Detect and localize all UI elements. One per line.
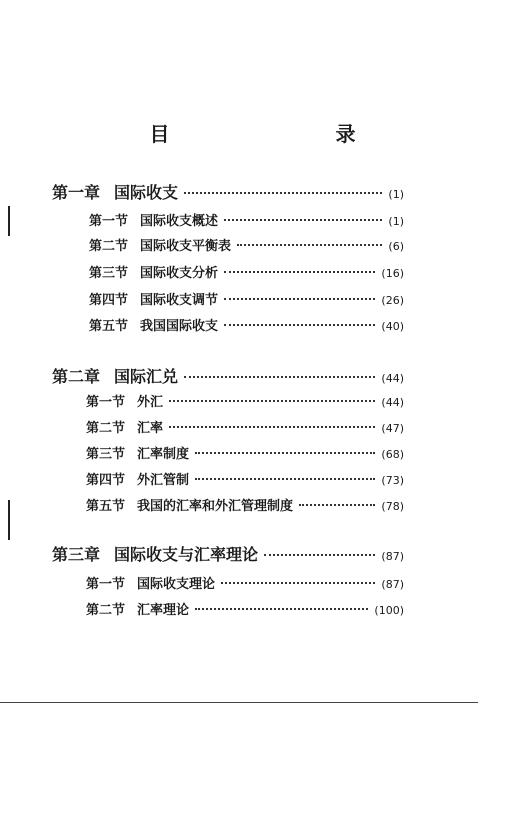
section-number: 第一节 (89, 214, 129, 229)
toc-section-1-2 (89, 235, 404, 254)
page-title: 目 录 (149, 122, 398, 146)
section-number: 第二节 (89, 239, 129, 254)
page-number: (1) (388, 188, 404, 201)
section-number: 第一节 (86, 577, 126, 592)
page-number: (73) (381, 474, 404, 487)
toc-section-1-1 (89, 210, 404, 229)
section-title: 外汇 (137, 395, 164, 410)
dot-leader (169, 426, 375, 428)
section-title: 国际收支平衡表 (140, 239, 232, 254)
section-title: 国际收支分析 (140, 266, 219, 281)
section-number: 第四节 (89, 293, 129, 308)
dot-leader (299, 504, 375, 506)
chapter-number: 第二章 (52, 367, 101, 386)
dot-leader (224, 324, 375, 326)
section-number: 第五节 (86, 499, 126, 514)
dot-leader (224, 271, 375, 273)
toc-section-3-2 (86, 599, 404, 618)
section-number: 第一节 (86, 395, 126, 410)
page-number: (44) (381, 396, 404, 409)
toc-section-2-3 (86, 443, 404, 462)
toc-chapter-1 (52, 180, 404, 203)
dot-leader (264, 554, 375, 556)
toc-section-1-4 (89, 289, 404, 308)
dot-leader (169, 400, 375, 402)
section-title: 我国国际收支 (140, 319, 219, 334)
dot-leader (237, 244, 382, 246)
dot-leader (195, 452, 375, 454)
page-number: (6) (388, 240, 404, 253)
binding-mark (8, 500, 10, 540)
page-number: (16) (381, 267, 404, 280)
page-number: (26) (381, 294, 404, 307)
page-number: (1) (388, 215, 404, 228)
section-title: 外汇管制 (137, 473, 190, 488)
dot-leader (224, 298, 375, 300)
section-number: 第三节 (89, 266, 129, 281)
dot-leader (184, 376, 375, 378)
chapter-title: 国际汇兑 (114, 367, 179, 386)
page-number: (44) (381, 372, 404, 385)
dot-leader (224, 219, 382, 221)
page-number: (40) (381, 320, 404, 333)
chapter-number: 第一章 (52, 183, 101, 202)
toc-section-2-5 (86, 495, 404, 514)
toc-chapter-2 (52, 364, 404, 387)
toc-section-1-3 (89, 262, 404, 281)
page-number: (87) (381, 578, 404, 591)
chapter-title: 国际收支 (114, 183, 179, 202)
dot-leader (195, 608, 368, 610)
toc-section-2-2 (86, 417, 404, 436)
chapter-number: 第三章 (52, 545, 101, 564)
section-title: 国际收支理论 (137, 577, 216, 592)
toc-section-3-1 (86, 573, 404, 592)
section-title: 汇率制度 (137, 447, 190, 462)
section-title: 我国的汇率和外汇管理制度 (137, 499, 294, 514)
page-number: (68) (381, 448, 404, 461)
section-number: 第四节 (86, 473, 126, 488)
toc-section-1-5 (89, 315, 404, 334)
section-title: 国际收支调节 (140, 293, 219, 308)
page-number: (78) (381, 500, 404, 513)
section-number: 第二节 (86, 421, 126, 436)
page-rule (0, 702, 478, 703)
dot-leader (195, 478, 375, 480)
page-number: (100) (374, 604, 404, 617)
toc-section-2-1 (86, 391, 404, 410)
dot-leader (184, 192, 382, 194)
toc-chapter-3 (52, 542, 404, 565)
section-number: 第三节 (86, 447, 126, 462)
dot-leader (221, 582, 375, 584)
section-number: 第二节 (86, 603, 126, 618)
binding-mark (8, 206, 10, 236)
chapter-title: 国际收支与汇率理论 (114, 545, 259, 564)
section-number: 第五节 (89, 319, 129, 334)
section-title: 汇率 (137, 421, 164, 436)
page-number: (47) (381, 422, 404, 435)
toc-section-2-4 (86, 469, 404, 488)
section-title: 汇率理论 (137, 603, 190, 618)
page-number: (87) (381, 550, 404, 563)
section-title: 国际收支概述 (140, 214, 219, 229)
